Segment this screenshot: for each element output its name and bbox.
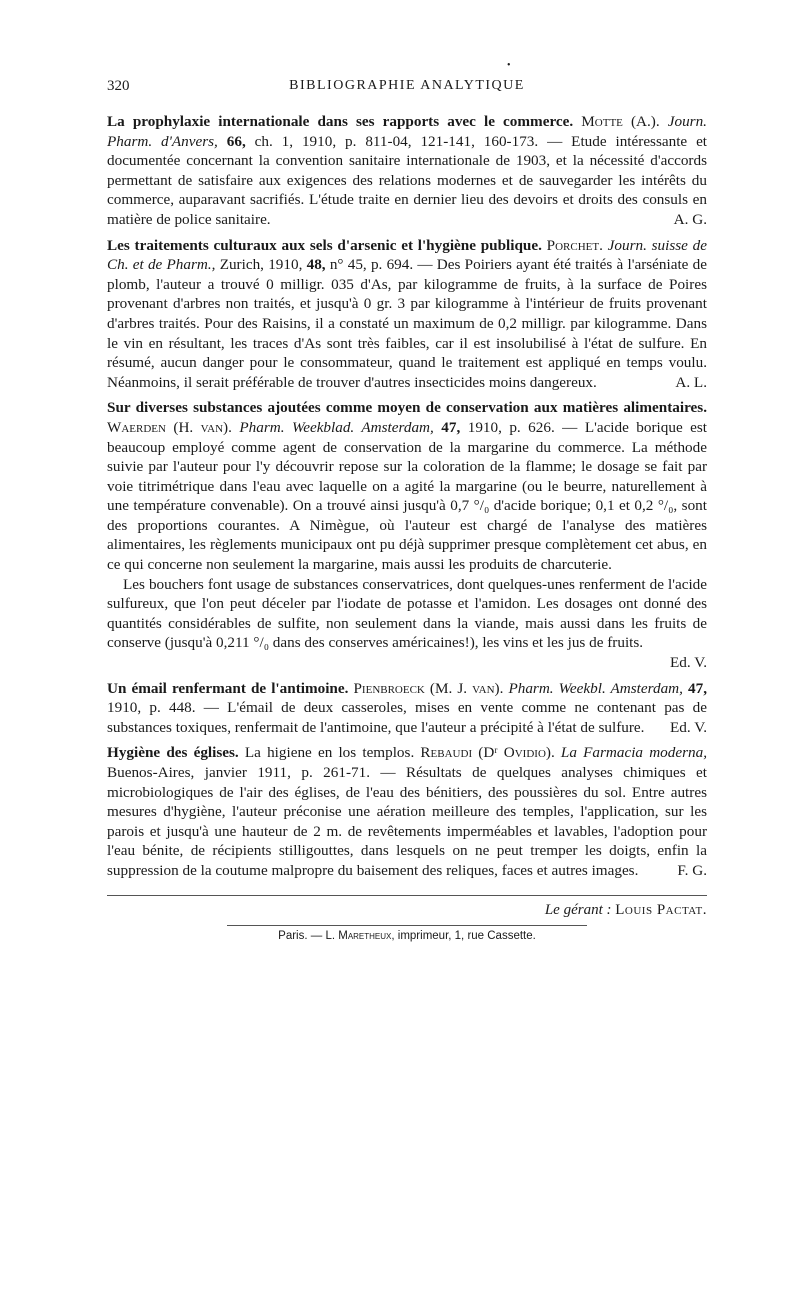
imprint-address: imprimeur, 1, rue Cassette. [397,929,536,942]
imprint-city: Paris. — [278,929,323,942]
entry-title: Sur diverses substances ajoutées comme moyen de conservation aux matières alimentaires. [107,399,707,417]
entry-journal: Journ. suisse de Ch. et de Pharm., [107,236,708,274]
entry-signature: Ed. V. [670,718,707,736]
entry-volume: 47, [441,418,461,436]
entry-journal: Pharm. Weekbl. Amsterdam, [508,679,683,697]
entry-text: Buenos-Aires, janvier 1911, p. 261-71. — Résultats de quelques analyses chimiques et microbiologiques de l'air des églises, de l'eau des bénitiers, des poussières du sol. Entre autres mesures d'hygiène, l'auteur préconise une aération meilleure des temples, l'application, sur les parois et jusqu'à une hauteur de 2 m. de revêtements imperméables et lavables, l'adoption pour l'eau bénite, de récipients stilligouttes, dans lesquels on ne peut tremper les doigts, enfin la suppression de la coutume malpropre du baisement des reliques, faces et autres images. [107,764,707,879]
entry-journal: La Farmacia moderna, [560,744,707,762]
entry-place: Zurich, 1910, [219,256,303,274]
entry-3 [107,398,707,574]
entry-2 [107,236,707,393]
imprint-printer: L. Maretheux, [325,929,395,942]
entry-signature: A. L. [675,373,707,391]
page-header [107,60,707,102]
gerant-name: Louis Pactat. [615,901,707,918]
entry-journal: Journ. Pharm. d'Anvers, [107,113,707,150]
entry-text: Les bouchers font usage de substances conservatrices, dont quelques-unes renferment de l'acide sulfureux, que l'on peut déceler par l'iodate de potasse et l'amidon. Les dosages ont donné des quantités considérables de sulfite, non seulement dans la viande, mais aussi dans les fruits de conserve (jusqu'à 0,211 °/₀ dans des conserves américaines!), les vins et les jus de fruits. [107,575,707,652]
footer-rule [227,925,587,926]
entry-volume: 48, [306,256,326,274]
entry-title: La prophylaxie internationale dans ses rapports avec le commerce. [107,113,574,130]
entry-signature: F. G. [677,861,707,879]
entry-author: Motte (A.). [581,113,660,130]
entry-text: n° 45, p. 694. — Des Poiriers ayant été traités à l'arséniate de plomb, l'auteur a trouvé 0 milligr. 035 d'As, par kilogramme de fruits, à la surface de Poires provenant d'arbres non traités, et jusqu'à 0 gr. 3 par kilogramme à l'intérieur de fruits provenant d'arbres traités. Pour des Raisins, il a constaté un maximum de 0,2 milligr. par kilogramme. Dans le vin en résultant, les traces d'As sont très faibles, car il est insolubilisé à l'état de sulfure. En résumé, aucun danger pour le consommateur, quand le traitement est appliqué en temps voulu. Néanmoins, il serait préférable de trouver d'autres insecticides moins dangereux. [107,256,707,391]
entry-journal: Pharm. Weekblad. Amsterdam, [239,418,434,436]
gerant-label: Le gérant : [544,901,612,918]
entry-1 [107,112,707,230]
gerant-line [107,895,707,919]
page-body [107,112,707,942]
entry-title: Hygiène des églises. [107,744,239,762]
entry-volume: 66, [226,132,246,150]
entry-author: Porchet. [546,236,603,254]
entry-text: ch. 1, 1910, p. 811-04, 121-141, 160-173. — Etude intéressante et documentée concernant la convention sanitaire internationale de 1903, et la nécessité d'accords permettant de satisfaire aux exigences des relations modernes et de sauvegarder les intérêts du commerce, auparavant sacrifiés. L'étude traite en dernier lieu des devoirs et droits des consuls en matière de police sanitaire. [107,132,708,228]
entry-subtitle: La higiene en los templos. [244,744,415,762]
entry-signature: Ed. V. [670,654,707,672]
print-mark: • [507,60,511,71]
entry-3-paragraph-2 [107,575,707,673]
entry-title: Les traitements culturaux aux sels d'arsenic et l'hygiène publique. [107,236,542,254]
entry-author: Rebaudi (Dʳ Ovidio). [420,744,555,762]
entry-author: Pienbroeck (M. J. van). [353,679,504,697]
entry-volume: 47, [688,679,707,697]
entry-text: 1910, p. 626. — L'acide borique est beaucoup employé comme agent de conservation de la margarine du commerce. La méthode suivie par l'auteur pour l'y découvrir repose sur la coloration de la flamme; le dosage se fait par voie titrimétrique dans l'eau avec laquelle on a agité la margarine (ou le beurre, naturellement à une température convenable). On a trouvé ainsi jusqu'à 0,7 °/₀ d'acide borique; 0,1 et 0,2 °/₀, sont des proportions courantes. A Nimègue, où l'auteur est chargé de l'analyse des matières alimentaires, les règlements municipaux ont pu déjà supprimer presque complètement cet abus, en ce qui concerne non seulement la margarine, mais aussi les produits de charcuterie. [107,418,708,574]
entry-signature: A. G. [673,210,707,228]
entry-4 [107,679,707,738]
entry-5 [107,743,707,880]
imprint [107,930,707,942]
entry-title: Un émail renfermant de l'antimoine. [107,679,349,697]
page-number: 320 [107,78,130,94]
running-title: BIBLIOGRAPHIE ANALYTIQUE [289,78,525,93]
entry-text: 1910, p. 448. — L'émail de deux casseroles, mises en vente comme ne contenant pas de substances toxiques, renfermait de l'antimoine, que l'auteur a précipité à l'état de sulfure. [107,699,707,736]
entry-author: Waerden (H. van). [107,418,232,436]
